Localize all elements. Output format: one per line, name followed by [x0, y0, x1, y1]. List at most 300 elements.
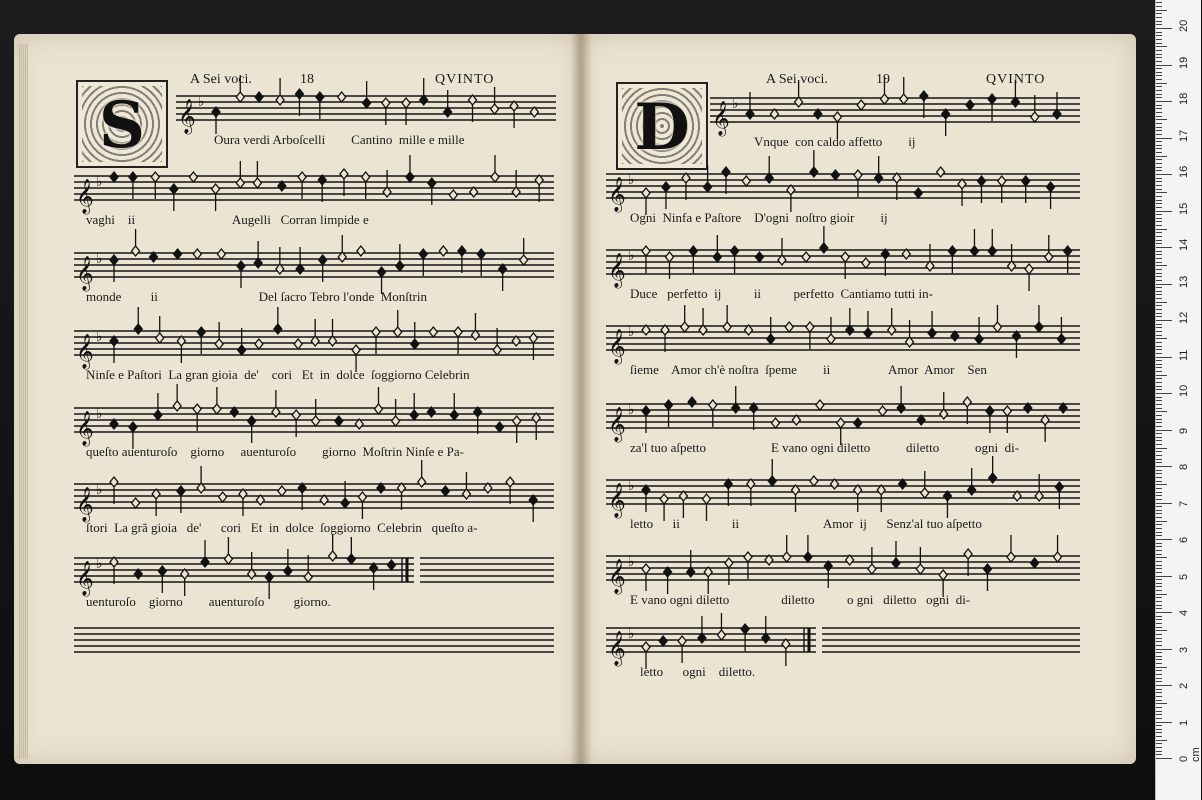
- ruler-tick: [1156, 729, 1162, 730]
- lyric-line: E vano ogni diletto diletto o gni diletto ogni di-: [630, 592, 971, 607]
- ruler-tick: [1156, 148, 1162, 149]
- note-icon: [746, 92, 754, 119]
- ruler-tick: [1156, 692, 1162, 693]
- flat-icon: ♭: [96, 556, 103, 572]
- ruler-tick: [1156, 243, 1162, 244]
- ruler-tick: [1156, 97, 1162, 98]
- note-icon: [921, 471, 929, 498]
- ruler-tick: [1156, 75, 1162, 76]
- ruler-tick: [1156, 262, 1162, 263]
- note-icon: [1045, 235, 1053, 262]
- ruler-tick: [1156, 612, 1172, 613]
- note-icon: [132, 498, 140, 508]
- note-icon: [197, 327, 205, 354]
- note-icon: [177, 486, 185, 513]
- note-icon: [699, 308, 707, 335]
- ruler-tick: [1156, 360, 1162, 361]
- note-icon: [189, 172, 197, 182]
- note-icon: [1035, 474, 1043, 501]
- ruler-tick: [1156, 232, 1162, 233]
- ruler-label: 7: [1178, 500, 1190, 507]
- clef-icon: 𝄞: [608, 483, 626, 518]
- ruler-tick: [1156, 108, 1162, 109]
- note-icon: [193, 404, 201, 431]
- ruler-tick: [1156, 134, 1162, 135]
- ruler-tick: [1156, 335, 1162, 336]
- ruler-tick: [1156, 211, 1172, 212]
- note-icon: [642, 246, 650, 273]
- ruler-tick: [1156, 50, 1162, 51]
- ruler-tick: [1156, 386, 1162, 387]
- flat-icon: ♭: [628, 626, 635, 642]
- ruler-tick: [1156, 101, 1172, 102]
- note-icon: [110, 172, 118, 182]
- ruler-tick: [1156, 218, 1162, 219]
- ruler-tick: [1156, 707, 1162, 708]
- ruler-tick: [1156, 466, 1172, 467]
- ruler-tick: [1156, 229, 1167, 230]
- book-gutter: [570, 34, 592, 764]
- ruler-label: 17: [1178, 129, 1190, 142]
- ruler-label: 6: [1178, 536, 1190, 543]
- ruler-label: 8: [1178, 463, 1190, 470]
- note-icon: [1055, 482, 1063, 509]
- note-icon: [296, 247, 304, 274]
- ruler-tick: [1156, 284, 1172, 285]
- note-icon: [806, 322, 814, 349]
- note-icon: [383, 170, 391, 197]
- ruler-tick: [1156, 565, 1162, 566]
- ruler-tick: [1156, 123, 1162, 124]
- header-voci: A Sei voci.: [766, 72, 828, 87]
- note-icon: [248, 416, 256, 443]
- ruler-tick: [1156, 419, 1162, 420]
- note-icon: [940, 392, 948, 419]
- measuring-ruler: [1155, 0, 1201, 800]
- ruler-tick: [1156, 641, 1162, 642]
- ruler-tick: [1156, 371, 1162, 372]
- ruler-tick: [1156, 674, 1162, 675]
- ruler-tick: [1156, 506, 1162, 507]
- note-icon: [810, 150, 818, 177]
- note-icon: [134, 307, 142, 334]
- note-icon: [928, 311, 936, 338]
- ruler-tick: [1156, 364, 1162, 365]
- ruler-tick: [1156, 601, 1162, 602]
- note-icon: [201, 540, 209, 567]
- ruler-tick: [1156, 732, 1162, 733]
- ruler-tick: [1156, 112, 1162, 113]
- ruler-tick: [1156, 532, 1162, 533]
- ruler-label: 10: [1178, 384, 1190, 397]
- ruler-tick: [1156, 287, 1162, 288]
- note-icon: [681, 305, 689, 332]
- note-icon: [688, 397, 696, 407]
- ruler-tick: [1156, 638, 1162, 639]
- ruler-label: 3: [1178, 646, 1190, 653]
- ruler-tick: [1156, 568, 1162, 569]
- note-icon: [394, 310, 402, 337]
- ruler-tick: [1156, 174, 1172, 175]
- note-icon: [704, 165, 712, 192]
- ruler-tick: [1156, 451, 1162, 452]
- ruler-tick: [1156, 528, 1162, 529]
- note-icon: [659, 636, 667, 646]
- ruler-tick: [1156, 492, 1162, 493]
- clef-icon: 𝄞: [608, 329, 626, 364]
- ruler-tick: [1156, 645, 1162, 646]
- ruler-tick: [1156, 280, 1162, 281]
- ruler-tick: [1156, 375, 1167, 376]
- note-icon: [319, 255, 327, 282]
- note-icon: [1035, 305, 1043, 332]
- ruler-tick: [1156, 543, 1162, 544]
- note-icon: [338, 92, 346, 102]
- note-icon: [329, 319, 337, 346]
- note-icon: [1064, 246, 1072, 273]
- decorated-initial: [76, 80, 168, 168]
- ruler-tick: [1156, 338, 1167, 339]
- note-icon: [224, 537, 232, 564]
- ruler-tick: [1156, 389, 1162, 390]
- ruler-tick: [1156, 192, 1167, 193]
- note-icon: [762, 616, 770, 643]
- note-icon: [372, 327, 380, 354]
- note-icon: [998, 176, 1006, 203]
- note-icon: [970, 229, 978, 256]
- note-icon: [529, 333, 537, 360]
- ruler-tick: [1156, 649, 1172, 650]
- note-icon: [820, 226, 828, 253]
- lyric-line: za'l tuo aſpetto E vano ogni diletto diletto ogni di-: [630, 440, 1020, 455]
- ruler-tick: [1156, 430, 1172, 431]
- ruler-tick: [1156, 116, 1162, 117]
- note-icon: [213, 387, 221, 414]
- note-icon: [278, 486, 286, 496]
- note-icon: [462, 472, 470, 499]
- ruler-tick: [1156, 623, 1162, 624]
- ruler-tick: [1156, 627, 1162, 628]
- note-icon: [387, 560, 395, 570]
- ruler-tick: [1156, 17, 1162, 18]
- ruler-tick: [1156, 455, 1162, 456]
- lyric-line: Oura verdi Arboſcelli Cantino mille e mille: [214, 132, 465, 147]
- clef-icon: 𝄞: [608, 631, 626, 666]
- note-icon: [1003, 406, 1011, 433]
- ruler-tick: [1156, 105, 1162, 106]
- note-icon: [1007, 535, 1015, 562]
- ruler-tick: [1156, 265, 1167, 266]
- left-page: [14, 34, 580, 764]
- note-icon: [362, 172, 370, 199]
- note-icon: [428, 178, 436, 205]
- note-icon: [173, 384, 181, 411]
- note-icon: [284, 549, 292, 576]
- flat-icon: ♭: [96, 251, 103, 267]
- note-icon: [253, 161, 261, 188]
- note-icon: [496, 422, 504, 432]
- flat-icon: ♭: [628, 324, 635, 340]
- ruler-tick: [1156, 393, 1172, 394]
- page-number: 18: [300, 72, 314, 87]
- note-icon: [879, 406, 887, 416]
- flat-icon: ♭: [628, 172, 635, 188]
- ruler-tick: [1156, 294, 1162, 295]
- note-icon: [768, 459, 776, 486]
- flat-icon: ♭: [198, 94, 205, 110]
- ruler-tick: [1156, 28, 1172, 29]
- note-icon: [493, 328, 501, 355]
- flat-icon: ♭: [96, 174, 103, 190]
- ruler-tick: [1156, 535, 1162, 536]
- ruler-tick: [1156, 576, 1172, 577]
- ruler-label: 16: [1178, 165, 1190, 178]
- note-icon: [1057, 317, 1065, 344]
- ruler-tick: [1156, 276, 1162, 277]
- ruler-tick: [1156, 331, 1162, 332]
- note-icon: [158, 566, 166, 593]
- ruler-tick: [1156, 751, 1162, 752]
- ruler-tick: [1156, 470, 1162, 471]
- note-icon: [312, 399, 320, 426]
- ruler-tick: [1156, 597, 1162, 598]
- ruler-tick: [1156, 324, 1162, 325]
- ruler-tick: [1156, 119, 1167, 120]
- note-icon: [723, 305, 731, 332]
- ruler-tick: [1156, 327, 1162, 328]
- note-icon: [338, 235, 346, 262]
- note-icon: [742, 176, 750, 186]
- ruler-tick: [1156, 54, 1162, 55]
- ruler-tick: [1156, 298, 1162, 299]
- ruler-tick: [1156, 462, 1162, 463]
- ruler-tick: [1156, 159, 1162, 160]
- ruler-tick: [1156, 309, 1162, 310]
- note-icon: [846, 308, 854, 335]
- lyric-line: Duce perfetto ij ii perfetto Cantiamo tutti in-: [630, 286, 933, 301]
- note-icon: [255, 92, 263, 102]
- right-page: [580, 34, 1136, 764]
- ruler-tick: [1156, 240, 1162, 241]
- ruler-tick: [1156, 138, 1172, 139]
- ruler-tick: [1156, 411, 1167, 412]
- note-icon: [170, 184, 178, 211]
- ruler-tick: [1156, 718, 1162, 719]
- ruler-tick: [1156, 145, 1162, 146]
- ruler-label: 20: [1178, 19, 1190, 32]
- ruler-tick: [1156, 422, 1162, 423]
- lyric-line: Ninſe e Paſtori La gran gioia de' cori Et in dolce ſoggiorno Celebrin: [86, 367, 470, 382]
- ruler-tick: [1156, 397, 1162, 398]
- note-icon: [294, 339, 302, 349]
- lyric-line: vaghi ii Augelli Corran limpide e: [86, 212, 369, 227]
- ruler-tick: [1156, 444, 1162, 445]
- ruler-tick: [1156, 170, 1162, 171]
- ruler-label: 5: [1178, 573, 1190, 580]
- ruler-tick: [1156, 200, 1162, 201]
- ruler-tick: [1156, 484, 1167, 485]
- ruler-tick: [1156, 605, 1162, 606]
- header-voci: A Sei voci.: [190, 72, 252, 87]
- note-icon: [731, 246, 739, 273]
- note-icon: [197, 466, 205, 493]
- ruler-tick: [1156, 357, 1172, 358]
- ruler-tick: [1156, 524, 1162, 525]
- note-icon: [382, 98, 390, 125]
- ruler-tick: [1156, 685, 1172, 686]
- note-icon: [906, 320, 914, 347]
- note-icon: [988, 94, 996, 121]
- ruler-tick: [1156, 616, 1162, 617]
- ruler-tick: [1156, 349, 1162, 350]
- ruler-label: 14: [1178, 238, 1190, 251]
- ruler-tick: [1156, 754, 1162, 755]
- note-icon: [411, 322, 419, 349]
- note-icon: [276, 247, 284, 274]
- ruler-tick: [1156, 57, 1162, 58]
- note-icon: [841, 252, 849, 279]
- lyric-line: ſtori La grã gioia de' cori Et in dolce ſoggiorno Celebrin queſto a-: [86, 520, 478, 535]
- note-icon: [450, 393, 458, 420]
- note-icon: [217, 249, 225, 259]
- note-icon: [892, 541, 900, 568]
- ruler-tick: [1156, 670, 1162, 671]
- note-icon: [236, 161, 244, 188]
- clef-icon: 𝄞: [608, 253, 626, 288]
- ruler-tick: [1156, 342, 1162, 343]
- note-icon: [709, 400, 717, 427]
- note-icon: [1022, 176, 1030, 203]
- note-icon: [212, 184, 220, 211]
- ruler-tick: [1156, 477, 1162, 478]
- ruler-label: 15: [1178, 202, 1190, 215]
- ruler-tick: [1156, 61, 1162, 62]
- ruler-tick: [1156, 313, 1162, 314]
- note-icon: [193, 249, 201, 259]
- lyric-line: ſieme Amor ch'è noſtra ſpeme ii Amor Amor Sen: [630, 362, 987, 377]
- note-icon: [341, 481, 349, 508]
- ruler-tick: [1156, 678, 1162, 679]
- ruler-tick: [1156, 513, 1162, 514]
- note-icon: [419, 249, 427, 276]
- ruler-tick: [1156, 590, 1162, 591]
- ruler-tick: [1156, 181, 1162, 182]
- ruler-tick: [1156, 550, 1162, 551]
- note-icon: [827, 317, 835, 344]
- note-icon: [410, 393, 418, 420]
- clef-icon: 𝄞: [608, 177, 626, 212]
- note-icon: [989, 456, 997, 483]
- note-icon: [977, 176, 985, 203]
- note-icon: [937, 167, 945, 177]
- ruler-tick: [1156, 189, 1162, 190]
- ruler-tick: [1156, 291, 1162, 292]
- ruler-label: 19: [1178, 56, 1190, 69]
- note-icon: [948, 246, 956, 273]
- ruler-tick: [1156, 353, 1162, 354]
- ruler-tick: [1156, 185, 1162, 186]
- note-icon: [986, 406, 994, 433]
- ruler-label: 11: [1178, 349, 1190, 361]
- note-icon: [129, 172, 137, 199]
- note-icon: [406, 155, 414, 182]
- note-icon: [916, 547, 924, 574]
- note-icon: [864, 311, 872, 338]
- note-icon: [975, 317, 983, 344]
- note-icon: [771, 418, 779, 428]
- ruler-tick: [1156, 141, 1162, 142]
- note-icon: [966, 100, 974, 110]
- ruler-tick: [1156, 440, 1162, 441]
- note-icon: [816, 400, 824, 410]
- note-icon: [154, 393, 162, 420]
- clef-icon: 𝄞: [712, 101, 730, 136]
- blank-staff: [74, 620, 554, 660]
- ruler-tick: [1156, 743, 1162, 744]
- note-icon: [238, 328, 246, 355]
- lyric-line: Ogni Ninfa e Paſtore D'ogni noſtro gioir ij: [630, 210, 888, 225]
- ruler-tick: [1156, 725, 1162, 726]
- ruler-tick: [1156, 594, 1167, 595]
- lyric-line: monde ii Del ſacro Tebro l'onde Monſtrin: [86, 289, 427, 304]
- ruler-tick: [1156, 156, 1167, 157]
- ruler-label: 2: [1178, 682, 1190, 689]
- ruler-tick: [1156, 46, 1167, 47]
- lyric-line: uenturoſo giorno auenturoſo giorno.: [86, 594, 331, 609]
- clef-icon: 𝄞: [76, 487, 94, 522]
- flat-icon: ♭: [628, 248, 635, 264]
- ruler-tick: [1156, 652, 1162, 653]
- ruler-tick: [1156, 302, 1167, 303]
- ruler-tick: [1156, 415, 1162, 416]
- note-icon: [374, 387, 382, 414]
- note-icon: [215, 322, 223, 349]
- note-icon: [311, 319, 319, 346]
- ruler-tick: [1156, 619, 1162, 620]
- clef-icon: 𝄞: [76, 179, 94, 214]
- ruler-label: 18: [1178, 92, 1190, 105]
- note-icon: [642, 406, 650, 433]
- note-icon: [304, 555, 312, 582]
- note-icon: [804, 535, 812, 562]
- note-icon: [1008, 244, 1016, 271]
- lyric-line: letto ogni diletto.: [640, 664, 756, 679]
- ruler-tick: [1156, 225, 1162, 226]
- lyric-line: Vnque con caldo affetto ij: [754, 134, 916, 149]
- note-icon: [444, 90, 452, 117]
- note-icon: [520, 238, 528, 265]
- ruler-tick: [1156, 561, 1162, 562]
- ruler-tick: [1156, 696, 1162, 697]
- ruler-tick: [1156, 448, 1167, 449]
- ruler-tick: [1156, 273, 1162, 274]
- ruler-tick: [1156, 65, 1172, 66]
- note-icon: [698, 616, 706, 643]
- ruler-tick: [1156, 214, 1162, 215]
- flat-icon: ♭: [96, 406, 103, 422]
- note-icon: [329, 534, 337, 561]
- ruler-label: 12: [1178, 311, 1190, 324]
- note-icon: [396, 244, 404, 271]
- note-icon: [491, 155, 499, 182]
- ruler-tick: [1156, 24, 1162, 25]
- note-icon: [687, 550, 695, 577]
- ruler-tick: [1156, 2, 1162, 3]
- ruler-tick: [1156, 72, 1162, 73]
- ruler-tick: [1156, 207, 1162, 208]
- ruler-tick: [1156, 251, 1162, 252]
- note-icon: [689, 246, 697, 273]
